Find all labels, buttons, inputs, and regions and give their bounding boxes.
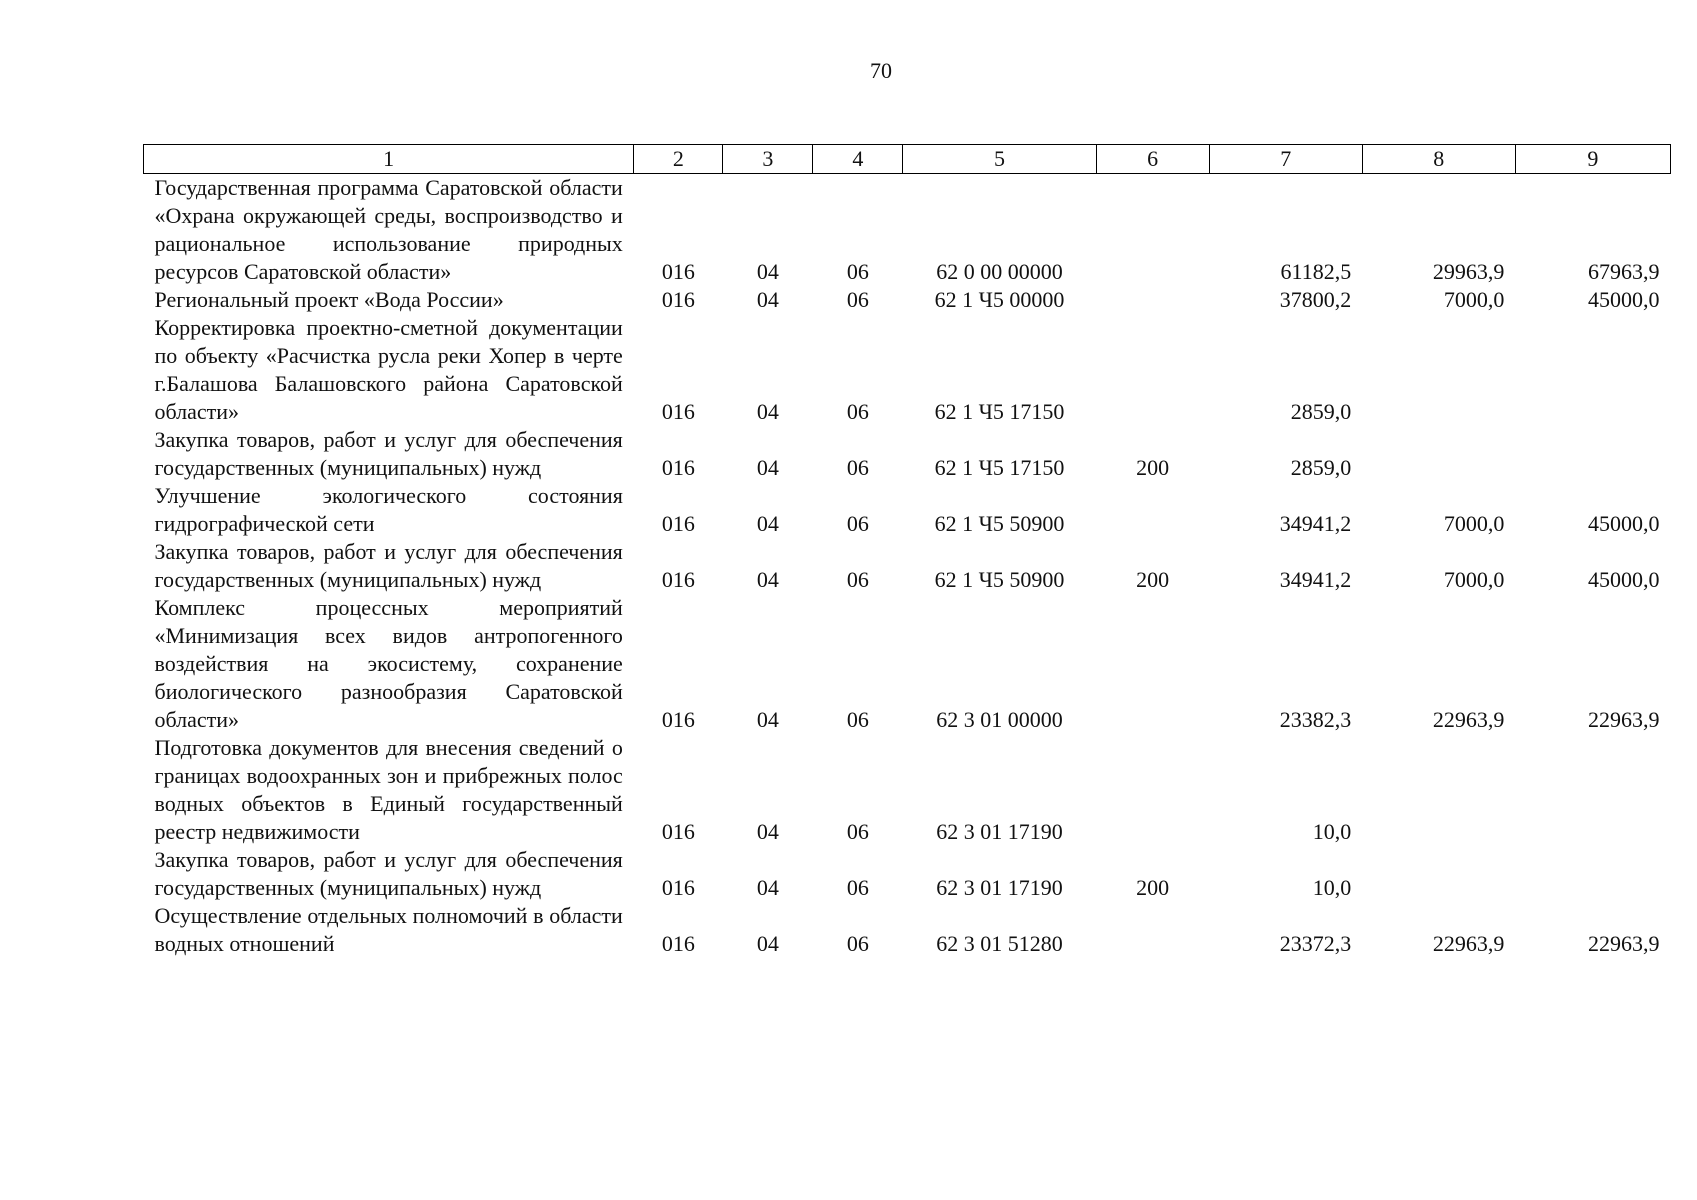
amount-col-7: 23382,3 xyxy=(1279,707,1352,732)
table-row xyxy=(144,426,1671,482)
expense-type-code xyxy=(1096,174,1209,287)
ministry-code: 016 xyxy=(661,259,695,284)
expense-type-code xyxy=(1096,286,1209,314)
amount-col-8 xyxy=(1362,734,1515,846)
expense-type-code: 200 xyxy=(1136,455,1170,480)
row-description: Закупка товаров, работ и услуг для обеспечения государственных (муниципальных) нужд xyxy=(154,539,623,592)
ministry-code: 016 xyxy=(661,287,695,312)
subsection-code: 06 xyxy=(846,511,869,536)
row-description: Государственная программа Саратовской области «Охрана окружающей среды, воспроизводство и рациональное использование природных ресурсов Саратовской области» xyxy=(154,175,623,284)
header-col-8: 8 xyxy=(1362,145,1515,174)
table-row xyxy=(144,174,1671,287)
section-code: 04 xyxy=(756,875,779,900)
table-row xyxy=(144,734,1671,846)
ministry-code: 016 xyxy=(661,511,695,536)
amount-col-9 xyxy=(1515,734,1670,846)
section-code: 04 xyxy=(756,567,779,592)
amount-col-9: 45000,0 xyxy=(1588,567,1660,592)
ministry-code: 016 xyxy=(661,875,695,900)
table-row xyxy=(144,286,1671,314)
header-col-1: 1 xyxy=(144,145,634,174)
target-article-code: 62 3 01 00000 xyxy=(936,707,1063,732)
amount-col-7: 37800,2 xyxy=(1279,287,1352,312)
section-code: 04 xyxy=(756,819,779,844)
budget-table xyxy=(143,144,1671,958)
expense-type-code: 200 xyxy=(1136,875,1170,900)
section-code: 04 xyxy=(756,259,779,284)
ministry-code: 016 xyxy=(661,819,695,844)
header-col-9: 9 xyxy=(1515,145,1670,174)
amount-col-8: 7000,0 xyxy=(1443,287,1505,312)
header-col-5: 5 xyxy=(903,145,1096,174)
table-row xyxy=(144,594,1671,734)
amount-col-7: 61182,5 xyxy=(1280,259,1352,284)
amount-col-7: 34941,2 xyxy=(1279,511,1352,536)
table-row xyxy=(144,902,1671,958)
row-description: Закупка товаров, работ и услуг для обеспечения государственных (муниципальных) нужд xyxy=(154,427,623,480)
ministry-code: 016 xyxy=(661,931,695,956)
expense-type-code: 200 xyxy=(1136,567,1170,592)
subsection-code: 06 xyxy=(846,567,869,592)
subsection-code: 06 xyxy=(846,287,869,312)
amount-col-8: 22963,9 xyxy=(1432,707,1505,732)
amount-col-8: 7000,0 xyxy=(1443,567,1505,592)
amount-col-7: 23372,3 xyxy=(1279,931,1352,956)
row-description: Комплекс процессных мероприятий «Минимизация всех видов антропогенного воздействия на экосистему, сохранение биологического разнообразия Саратовской области» xyxy=(154,595,623,732)
header-col-6: 6 xyxy=(1096,145,1209,174)
header-col-2: 2 xyxy=(634,145,723,174)
amount-col-7: 2859,0 xyxy=(1290,399,1352,424)
amount-col-9: 22963,9 xyxy=(1588,931,1660,956)
amount-col-7: 2859,0 xyxy=(1290,455,1352,480)
table-row xyxy=(144,314,1671,426)
expense-type-code xyxy=(1096,734,1209,846)
page-number: 70 xyxy=(870,58,892,83)
ministry-code: 016 xyxy=(661,567,695,592)
target-article-code: 62 3 01 17190 xyxy=(936,819,1063,844)
amount-col-7: 10,0 xyxy=(1312,875,1352,900)
amount-col-9 xyxy=(1515,426,1670,482)
section-code: 04 xyxy=(756,399,779,424)
header-col-4: 4 xyxy=(813,145,903,174)
subsection-code: 06 xyxy=(846,819,869,844)
row-description: Региональный проект «Вода России» xyxy=(154,287,504,312)
section-code: 04 xyxy=(756,707,779,732)
amount-col-8: 29963,9 xyxy=(1432,259,1505,284)
amount-col-9 xyxy=(1515,846,1670,902)
target-article-code: 62 1 Ч5 50900 xyxy=(934,567,1065,592)
subsection-code: 06 xyxy=(846,931,869,956)
expense-type-code xyxy=(1096,902,1209,958)
amount-col-9: 45000,0 xyxy=(1588,287,1660,312)
target-article-code: 62 3 01 17190 xyxy=(936,875,1063,900)
table-row xyxy=(144,538,1671,594)
section-code: 04 xyxy=(756,455,779,480)
subsection-code: 06 xyxy=(846,399,869,424)
target-article-code: 62 3 01 51280 xyxy=(936,931,1063,956)
section-code: 04 xyxy=(756,511,779,536)
subsection-code: 06 xyxy=(846,875,869,900)
target-article-code: 62 1 Ч5 50900 xyxy=(934,511,1065,536)
header-col-3: 3 xyxy=(723,145,813,174)
ministry-code: 016 xyxy=(661,455,695,480)
amount-col-9 xyxy=(1515,314,1670,426)
target-article-code: 62 1 Ч5 17150 xyxy=(934,455,1065,480)
subsection-code: 06 xyxy=(846,707,869,732)
amount-col-8 xyxy=(1362,846,1515,902)
amount-col-7: 34941,2 xyxy=(1279,567,1352,592)
amount-col-8: 22963,9 xyxy=(1432,931,1505,956)
section-code: 04 xyxy=(756,287,779,312)
table-body xyxy=(144,174,1671,959)
subsection-code: 06 xyxy=(846,259,869,284)
amount-col-9: 67963,9 xyxy=(1588,259,1660,284)
expense-type-code xyxy=(1096,314,1209,426)
table-row xyxy=(144,846,1671,902)
row-description: Корректировка проектно-сметной документации по объекту «Расчистка русла реки Хопер в черте г.Балашова Балашовского района Саратовской области» xyxy=(154,315,623,424)
expense-type-code xyxy=(1096,594,1209,734)
expense-type-code xyxy=(1096,482,1209,538)
amount-col-9: 45000,0 xyxy=(1588,511,1660,536)
header-col-7: 7 xyxy=(1209,145,1362,174)
section-code: 04 xyxy=(756,931,779,956)
target-article-code: 62 0 00 00000 xyxy=(936,259,1063,284)
ministry-code: 016 xyxy=(661,707,695,732)
table-header xyxy=(144,145,1671,174)
amount-col-8 xyxy=(1362,314,1515,426)
subsection-code: 06 xyxy=(846,455,869,480)
amount-col-9: 22963,9 xyxy=(1588,707,1660,732)
header-row xyxy=(144,145,1671,174)
row-description: Закупка товаров, работ и услуг для обеспечения государственных (муниципальных) нужд xyxy=(154,847,623,900)
row-description: Подготовка документов для внесения сведений о границах водоохранных зон и прибрежных полос водных объектов в Единый государственный реестр недвижимости xyxy=(154,735,623,844)
target-article-code: 62 1 Ч5 17150 xyxy=(934,399,1065,424)
ministry-code: 016 xyxy=(661,399,695,424)
row-description: Улучшение экологического состояния гидрографической сети xyxy=(154,483,623,536)
table-row xyxy=(144,482,1671,538)
amount-col-7: 10,0 xyxy=(1312,819,1352,844)
amount-col-8: 7000,0 xyxy=(1443,511,1505,536)
row-description: Осуществление отдельных полномочий в области водных отношений xyxy=(154,903,623,956)
target-article-code: 62 1 Ч5 00000 xyxy=(934,287,1065,312)
amount-col-8 xyxy=(1362,426,1515,482)
